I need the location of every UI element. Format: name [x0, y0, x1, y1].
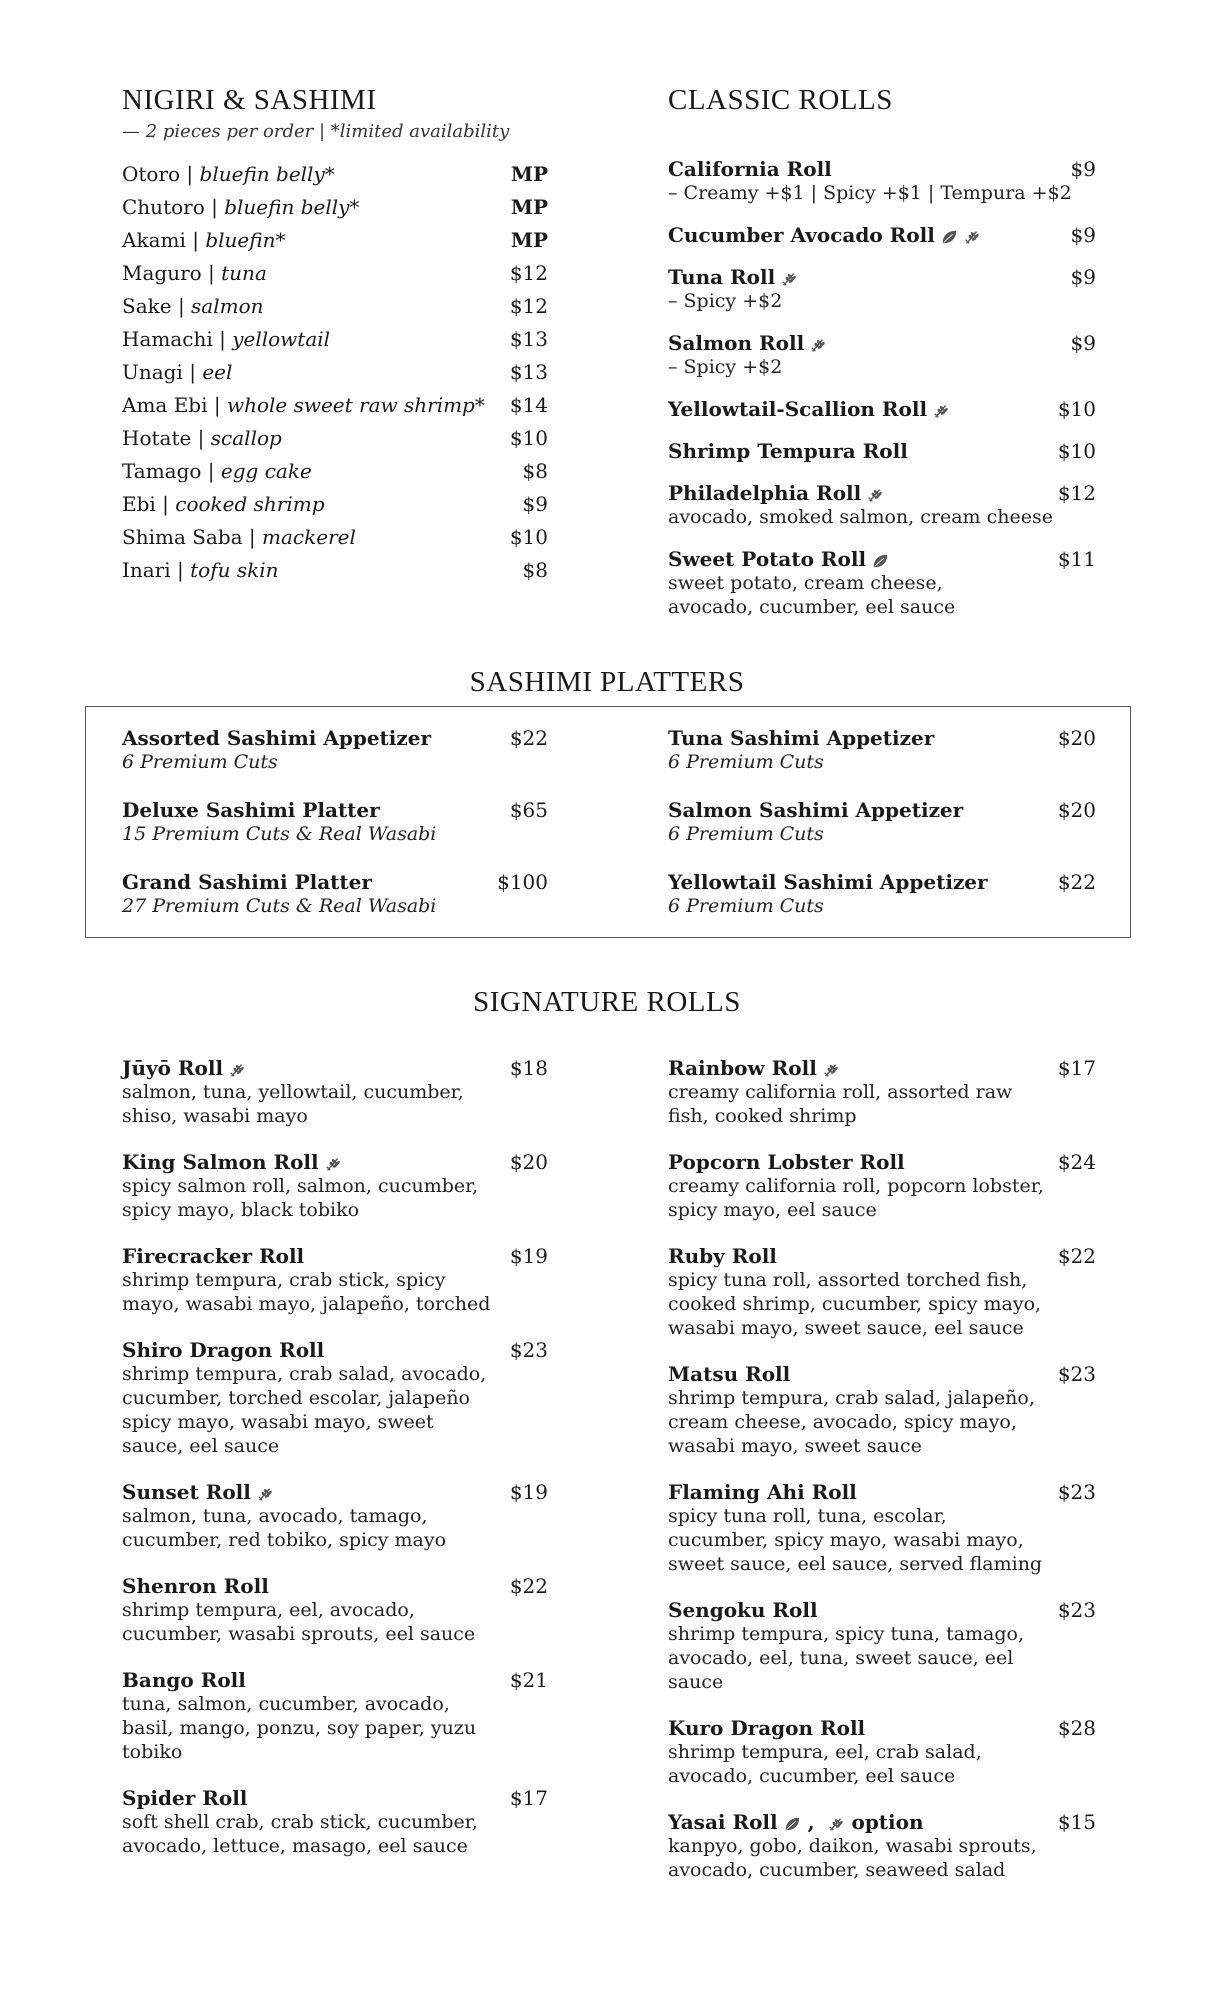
item-desc: soft shell crab, crab stick, cucumber, avocado, lettuce, masago, eel sauce [122, 1811, 478, 1857]
item-desc: avocado, smoked salmon, cream cheese [668, 506, 1053, 528]
item-name: Yasai Roll [668, 1810, 778, 1834]
item-name: Matsu Roll [668, 1362, 791, 1386]
item-price: $8 [522, 459, 548, 483]
item-desc: tuna, salmon, cucumber, avocado, basil, mango, ponzu, soy paper, yuzu tobiko [122, 1693, 477, 1763]
item-price: $8 [522, 558, 548, 582]
platter-item [668, 870, 1096, 918]
item-desc: spicy salmon roll, salmon, cucumber, spicy mayo, black tobiko [122, 1175, 479, 1221]
item-price: $20 [1057, 798, 1096, 822]
item-desc: shrimp tempura, crab salad, jalapeño, cream cheese, avocado, spicy mayo, wasabi mayo, sweet sauce [668, 1387, 1035, 1457]
item-name: Kuro Dragon Roll [668, 1716, 866, 1740]
menu-item [668, 1056, 1096, 1128]
item-desc: shrimp tempura, spicy tuna, tamago, avocado, eel, tuna, sweet sauce, eel sauce [668, 1623, 1025, 1693]
item-price: $24 [1057, 1150, 1096, 1174]
item-name: Spider Roll [122, 1786, 248, 1810]
menu-item [668, 1150, 1096, 1222]
menu-item [668, 481, 1096, 529]
item-price: $12 [1057, 481, 1096, 505]
item-price: $9 [1070, 265, 1096, 289]
platter-item [122, 726, 548, 774]
item-desc: salmon, tuna, avocado, tamago, cucumber, red tobiko, spicy mayo [122, 1505, 447, 1551]
item-name: Hamachi | [122, 327, 233, 351]
item-price: $9 [522, 492, 548, 516]
item-name: Tuna Roll [668, 265, 776, 289]
menu-item [122, 1056, 548, 1128]
wheat-icon [809, 336, 827, 354]
item-desc: bluefin* [205, 228, 286, 252]
leaf-icon [940, 228, 958, 246]
item-desc: spicy tuna roll, assorted torched fish, cooked shrimp, cucumber, spicy mayo, wasabi mayo, sweet sauce, eel sauce [668, 1269, 1042, 1339]
item-desc: – Spicy +$2 [668, 290, 783, 312]
item-name: Flaming Ahi Roll [668, 1480, 857, 1504]
item-name: Sunset Roll [122, 1480, 251, 1504]
item-name: Bango Roll [122, 1668, 246, 1692]
item-name: Ama Ebi | [122, 393, 227, 417]
nigiri-item [122, 290, 548, 323]
platters-title: SASHIMI PLATTERS [469, 666, 745, 698]
item-name: Sweet Potato Roll [668, 547, 867, 571]
item-price: $21 [509, 1668, 548, 1692]
item-desc: 6 Premium Cuts [668, 823, 824, 845]
item-name: Jūyō Roll [122, 1056, 224, 1080]
wheat-icon [932, 402, 950, 420]
item-name: California Roll [668, 157, 832, 181]
item-desc: 6 Premium Cuts [668, 895, 824, 917]
wheat-icon [963, 228, 981, 246]
item-desc: 27 Premium Cuts & Real Wasabi [122, 895, 437, 917]
item-name: Sengoku Roll [668, 1598, 818, 1622]
menu-item [122, 1338, 548, 1458]
item-price: $22 [1057, 1244, 1096, 1268]
wheat-icon [866, 486, 884, 504]
item-price: $9 [1070, 223, 1096, 247]
item-price: $20 [1057, 726, 1096, 750]
signature-right [668, 1056, 1096, 1904]
nigiri-item [122, 158, 548, 191]
item-desc: eel [202, 360, 233, 384]
item-price: $10 [1057, 397, 1096, 421]
item-price: $65 [509, 798, 548, 822]
wheat-icon [324, 1155, 342, 1173]
menu-item [122, 1244, 548, 1316]
item-name: Shiro Dragon Roll [122, 1338, 325, 1362]
menu-item [122, 1150, 548, 1222]
item-price: $13 [509, 360, 548, 384]
item-name: Unagi | [122, 360, 203, 384]
menu-item [668, 1598, 1096, 1694]
item-desc: cooked shrimp [175, 492, 325, 516]
menu-item [668, 1716, 1096, 1788]
platter-item [122, 870, 548, 918]
item-price: $17 [509, 1786, 548, 1810]
item-desc: salmon, tuna, yellowtail, cucumber, shiso, wasabi mayo [122, 1081, 464, 1127]
item-price: $23 [1057, 1362, 1096, 1386]
platters-right [668, 726, 1096, 918]
item-price: $9 [1070, 157, 1096, 181]
platter-item [668, 726, 1096, 774]
nigiri-note: — 2 pieces per order | *limited availability [122, 121, 510, 142]
item-price: MP [510, 162, 548, 186]
nigiri-item [122, 488, 548, 521]
item-desc: yellowtail [232, 327, 331, 351]
item-name: Sake | [122, 294, 192, 318]
item-name: Salmon Roll [668, 331, 805, 355]
item-desc: scallop [210, 426, 282, 450]
nigiri-item [122, 455, 548, 488]
nigiri-title: NIGIRI & SASHIMI [122, 84, 377, 116]
menu-item [122, 1574, 548, 1646]
item-desc: mackerel [262, 525, 356, 549]
nigiri-item [122, 389, 548, 422]
item-name: Hotate | [122, 426, 211, 450]
item-desc: 15 Premium Cuts & Real Wasabi [122, 823, 437, 845]
item-price: $17 [1057, 1056, 1096, 1080]
item-name: Akami | [122, 228, 206, 252]
menu-item [668, 397, 1096, 421]
menu-item [668, 547, 1096, 619]
item-name: Salmon Sashimi Appetizer [668, 798, 964, 822]
menu-item [668, 157, 1096, 205]
item-name: Rainbow Roll [668, 1056, 817, 1080]
menu-item [668, 1810, 1096, 1882]
item-price: $23 [1057, 1598, 1096, 1622]
platter-item [122, 798, 548, 846]
item-price: $22 [509, 1574, 548, 1598]
item-price: $22 [1057, 870, 1096, 894]
leaf-icon [871, 552, 889, 570]
item-name: Tamago | [122, 459, 221, 483]
item-name: Deluxe Sashimi Platter [122, 798, 380, 822]
item-name: Inari | [122, 558, 191, 582]
item-price: $19 [509, 1480, 548, 1504]
nigiri-item [122, 356, 548, 389]
nigiri-item [122, 257, 548, 290]
menu-item [668, 331, 1096, 379]
menu-item [668, 1244, 1096, 1340]
item-desc: shrimp tempura, eel, avocado, cucumber, wasabi sprouts, eel sauce [122, 1599, 476, 1645]
item-name-option: option [844, 1810, 924, 1834]
platters-left [122, 726, 548, 918]
item-name: Yellowtail-Scallion Roll [668, 397, 928, 421]
menu-item [122, 1668, 548, 1764]
item-desc: salmon [191, 294, 264, 318]
item-name: Maguro | [122, 261, 222, 285]
item-price: $20 [509, 1150, 548, 1174]
wheat-icon [822, 1061, 840, 1079]
item-desc: spicy tuna roll, tuna, escolar, cucumber, spicy mayo, wasabi mayo, sweet sauce, eel sauce, served flaming [668, 1505, 1043, 1575]
item-price: $14 [509, 393, 548, 417]
item-price: $18 [509, 1056, 548, 1080]
item-name: Chutoro | [122, 195, 225, 219]
item-name: Shenron Roll [122, 1574, 269, 1598]
item-price: $12 [509, 294, 548, 318]
item-name: Shima Saba | [122, 525, 263, 549]
wheat-icon [228, 1061, 246, 1079]
item-price: $10 [509, 525, 548, 549]
nigiri-section [122, 84, 548, 587]
menu-item [668, 439, 1096, 463]
item-desc: – Creamy +$1 | Spicy +$1 | Tempura +$2 [668, 182, 1072, 204]
item-name: Yellowtail Sashimi Appetizer [668, 870, 988, 894]
wheat-icon [780, 270, 798, 288]
item-price: $28 [1057, 1716, 1096, 1740]
nigiri-item [122, 422, 548, 455]
menu-item [668, 1362, 1096, 1458]
item-desc: bluefin belly* [199, 162, 335, 186]
menu-item [122, 1480, 548, 1552]
menu-item [668, 223, 1096, 247]
item-name: Philadelphia Roll [668, 481, 862, 505]
item-price: $22 [509, 726, 548, 750]
item-price: $10 [1057, 439, 1096, 463]
item-name: Ebi | [122, 492, 176, 516]
classic-section [668, 84, 1096, 637]
item-price: MP [510, 195, 548, 219]
item-price: $11 [1057, 547, 1096, 571]
item-price: $100 [497, 870, 548, 894]
item-desc: tuna [221, 261, 267, 285]
wheat-icon [827, 1815, 845, 1833]
item-desc: creamy california roll, popcorn lobster, spicy mayo, eel sauce [668, 1175, 1044, 1221]
item-name: Grand Sashimi Platter [122, 870, 372, 894]
item-name: Popcorn Lobster Roll [668, 1150, 905, 1174]
wheat-icon [256, 1485, 274, 1503]
signature-left [122, 1056, 548, 1880]
item-desc: bluefin belly* [224, 195, 360, 219]
item-name: Otoro | [122, 162, 200, 186]
item-price: $10 [509, 426, 548, 450]
item-price: $9 [1070, 331, 1096, 355]
item-price: $19 [509, 1244, 548, 1268]
item-desc: creamy california roll, assorted raw fish, cooked shrimp [668, 1081, 1013, 1127]
signature-title: SIGNATURE ROLLS [473, 986, 741, 1018]
item-price: MP [510, 228, 548, 252]
item-name-suffix: , [800, 1810, 822, 1834]
leaf-icon [783, 1815, 801, 1833]
item-price: $13 [509, 327, 548, 351]
item-name: Assorted Sashimi Appetizer [122, 726, 432, 750]
nigiri-item [122, 554, 548, 587]
nigiri-item [122, 224, 548, 257]
item-desc: kanpyo, gobo, daikon, wasabi sprouts, avocado, cucumber, seaweed salad [668, 1835, 1037, 1881]
item-desc: tofu skin [190, 558, 279, 582]
item-name: King Salmon Roll [122, 1150, 319, 1174]
item-price: $15 [1057, 1810, 1096, 1834]
menu-item [668, 1480, 1096, 1576]
item-desc: whole sweet raw shrimp* [226, 393, 485, 417]
item-desc: sweet potato, cream cheese, avocado, cucumber, eel sauce [668, 572, 956, 618]
item-desc: shrimp tempura, crab stick, spicy mayo, wasabi mayo, jalapeño, torched [122, 1269, 491, 1315]
item-desc: egg cake [220, 459, 312, 483]
item-price: $23 [1057, 1480, 1096, 1504]
nigiri-item [122, 521, 548, 554]
item-name: Ruby Roll [668, 1244, 777, 1268]
nigiri-item [122, 323, 548, 356]
menu-item [122, 1786, 548, 1858]
item-desc: 6 Premium Cuts [122, 751, 278, 773]
item-desc: – Spicy +$2 [668, 356, 783, 378]
item-price: $23 [509, 1338, 548, 1362]
nigiri-list [122, 158, 548, 587]
classic-title: CLASSIC ROLLS [668, 84, 893, 116]
platter-item [668, 798, 1096, 846]
item-name: Firecracker Roll [122, 1244, 305, 1268]
classic-list [668, 157, 1096, 619]
item-name: Cucumber Avocado Roll [668, 223, 935, 247]
item-desc: 6 Premium Cuts [668, 751, 824, 773]
item-name: Shrimp Tempura Roll [668, 439, 908, 463]
menu-item [668, 265, 1096, 313]
item-desc: shrimp tempura, crab salad, avocado, cucumber, torched escolar, jalapeño spicy mayo, wasabi mayo, sweet sauce, eel sauce [122, 1363, 487, 1457]
item-name: Tuna Sashimi Appetizer [668, 726, 935, 750]
item-price: $12 [509, 261, 548, 285]
nigiri-item [122, 191, 548, 224]
item-desc: shrimp tempura, eel, crab salad, avocado, cucumber, eel sauce [668, 1741, 982, 1787]
